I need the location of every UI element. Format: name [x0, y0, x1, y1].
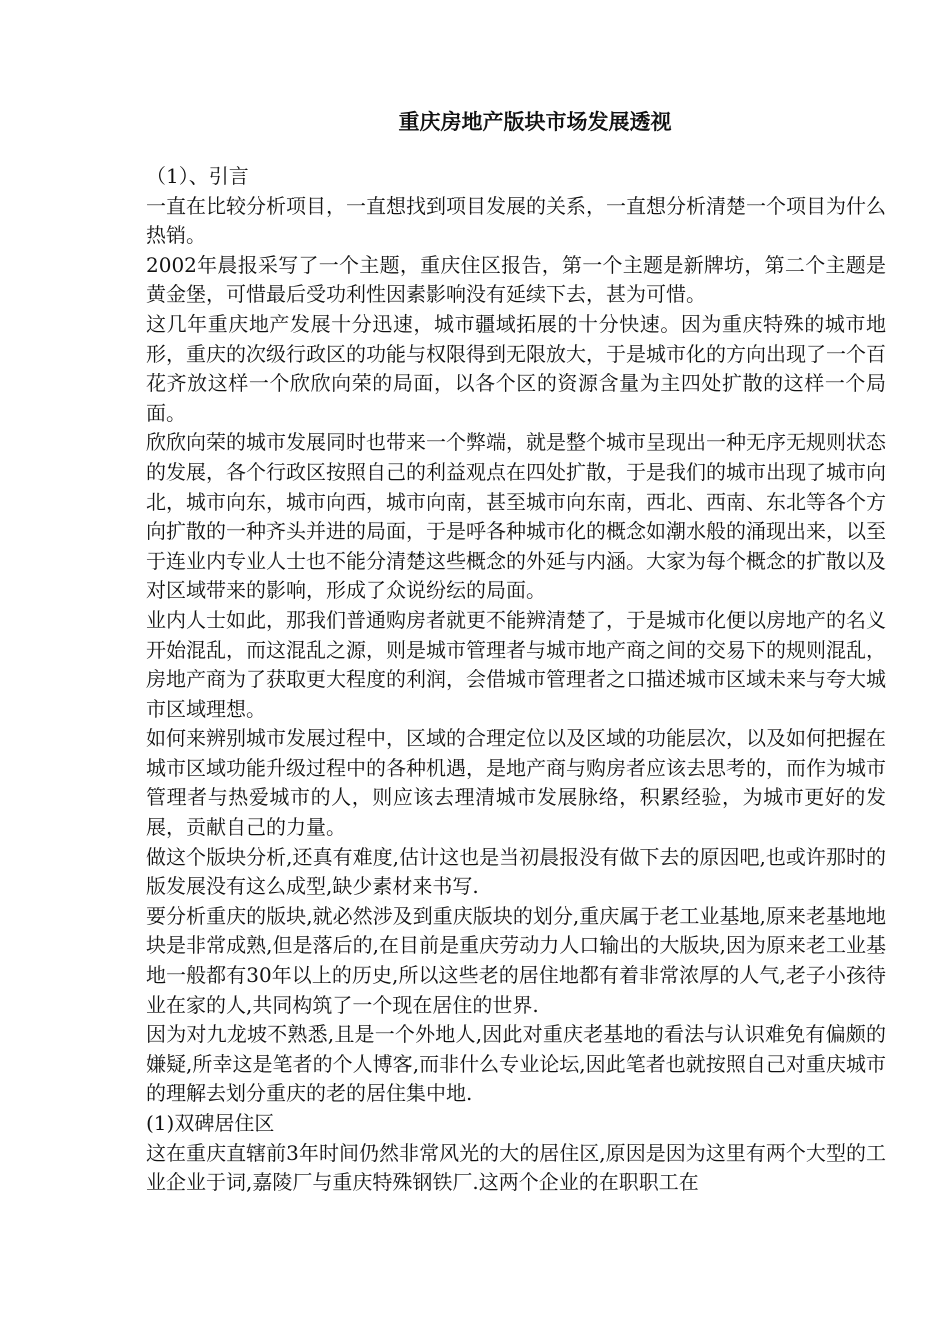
- paragraph-intro-heading: （1）、引言: [146, 164, 249, 188]
- section-heading: (1)双碑居住区: [146, 1111, 275, 1135]
- document-body: [146, 162, 886, 1198]
- paragraph: 2002年晨报采写了一个主题，重庆住区报告，第一个主题是新牌坊，第二个主题是黄金堡，可惜最后受功利性因素影响没有延续下去，甚为可惜。: [146, 252, 886, 307]
- paragraph: 这几年重庆地产发展十分迅速，城市疆域拓展的十分快速。因为重庆特殊的城市地形，重庆的次级行政区的功能与权限得到无限放大，于是城市化的方向出现了一个百花齐放这样一个欣欣向荣的局面，以各个区的资源含量为主四处扩散的这样一个局面。: [146, 311, 886, 425]
- paragraph: 如何来辨别城市发展过程中，区域的合理定位以及区域的功能层次，以及如何把握在城市区域功能升级过程中的各种机遇，是地产商与购房者应该去思考的，而作为城市管理者与热爱城市的人，则应该去理清城市发展脉络，积累经验，为城市更好的发展，贡献自己的力量。: [146, 726, 886, 840]
- paragraph: 欣欣向荣的城市发展同时也带来一个弊端，就是整个城市呈现出一种无序无规则状态的发展，各个行政区按照自己的利益观点在四处扩散，于是我们的城市出现了城市向北，城市向东，城市向西，城市向南，甚至城市向东南，西北、西南、东北等各个方向扩散的一种齐头并进的局面，于是呼各种城市化的概念如潮水般的涌现出来，以至于连业内专业人士也不能分清楚这些概念的外延与内涵。大家为每个概念的扩散以及对区域带来的影响，形成了众说纷纭的局面。: [146, 430, 886, 603]
- paragraph: 一直在比较分析项目，一直想找到项目发展的关系，一直想分析清楚一个项目为什么热销。: [146, 193, 886, 248]
- paragraph: 因为对九龙坡不熟悉,且是一个外地人,因此对重庆老基地的看法与认识难免有偏颇的嫌疑,所幸这是笔者的个人博客,而非什么专业论坛,因此笔者也就按照自己对重庆城市的理解去划分重庆的老的居住集中地.: [146, 1022, 886, 1106]
- document-title: 重庆房地产版块市场发展透视: [398, 109, 672, 134]
- paragraph: 业内人士如此，那我们普通购房者就更不能辨清楚了，于是城市化便以房地产的名义开始混乱，而这混乱之源，则是城市管理者与城市地产商之间的交易下的规则混乱，房地产商为了获取更大程度的利润，会借城市管理者之口描述城市区域未来与夸大城市区域理想。: [146, 607, 886, 721]
- paragraph: 要分析重庆的版块,就必然涉及到重庆版块的划分,重庆属于老工业基地,原来老基地地块是非常成熟,但是落后的,在目前是重庆劳动力人口输出的大版块,因为原来老工业基地一般都有30年以上的历史,所以这些老的居住地都有着非常浓厚的人气,老子小孩待业在家的人,共同构筑了一个现在居住的世界.: [146, 903, 886, 1017]
- paragraph: 做这个版块分析,还真有难度,估计这也是当初晨报没有做下去的原因吧,也或许那时的版发展没有这么成型,缺少素材来书写.: [146, 844, 886, 899]
- paragraph: 这在重庆直辖前3年时间仍然非常风光的大的居住区,原因是因为这里有两个大型的工业企业于词,嘉陵厂与重庆特殊钢铁厂.这两个企业的在职职工在: [146, 1140, 886, 1195]
